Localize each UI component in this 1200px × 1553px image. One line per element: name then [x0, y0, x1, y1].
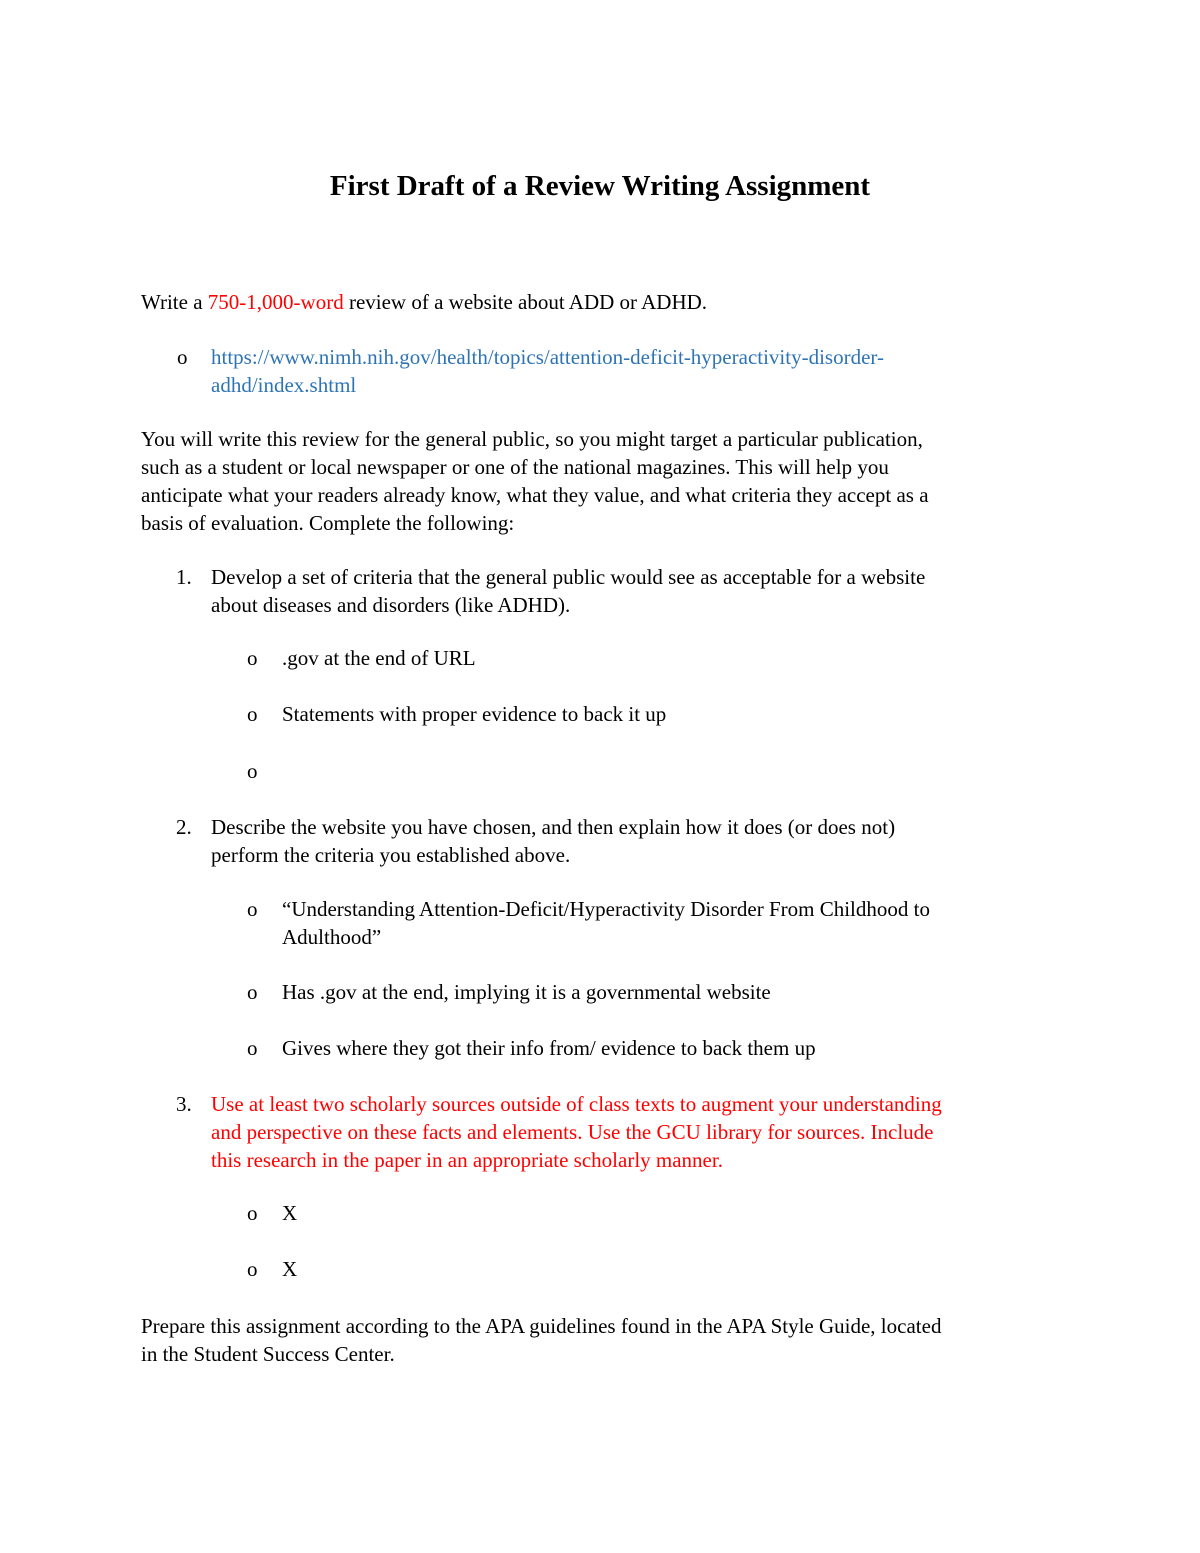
instructions-paragraph: [141, 425, 929, 537]
document-title: First Draft of a Review Writing Assignment: [329, 170, 871, 202]
item-line: perform the criteria you established above.: [211, 843, 571, 867]
paragraph-line: anticipate what your readers already know, what they value, and what criteria they accept as a: [141, 483, 929, 507]
item-number: 1.: [176, 565, 192, 589]
intro-suffix: review of a website about ADD or ADHD.: [343, 290, 708, 314]
website-link-line-2[interactable]: adhd/index.shtml: [211, 373, 357, 397]
item-3-text: [211, 1090, 942, 1174]
bullet-marker: o: [247, 702, 258, 726]
bullet-line: Adulthood”: [282, 925, 382, 949]
website-description-bullet: Has .gov at the end, implying it is a governmental website: [282, 980, 771, 1004]
criteria-bullet: Statements with proper evidence to back it up: [282, 702, 667, 726]
bullet-marker: o: [247, 980, 258, 1004]
paragraph-line: such as a student or local newspaper or one of the national magazines. This will help you: [141, 455, 889, 479]
paragraph-line: basis of evaluation. Complete the following:: [141, 511, 515, 535]
website-link[interactable]: [211, 343, 884, 399]
item-line: this research in the paper in an appropriate scholarly manner.: [211, 1148, 723, 1172]
source-bullet: X: [282, 1201, 298, 1225]
intro-prefix: Write a: [141, 290, 208, 314]
closing-line: in the Student Success Center.: [141, 1342, 395, 1366]
website-description-bullet: Gives where they got their info from/ evidence to back them up: [282, 1036, 816, 1060]
bullet-marker: o: [247, 1036, 258, 1060]
bullet-marker: o: [247, 897, 258, 921]
word-count-highlight: 750-1,000-word: [207, 290, 344, 314]
item-line: about diseases and disorders (like ADHD).: [211, 593, 571, 617]
bullet-marker: o: [247, 759, 258, 783]
closing-paragraph: [141, 1312, 941, 1368]
item-line: Use at least two scholarly sources outside of class texts to augment your understanding: [211, 1092, 942, 1116]
closing-line: Prepare this assignment according to the APA guidelines found in the APA Style Guide, located: [141, 1314, 942, 1338]
item-number: 2.: [176, 815, 192, 839]
item-line: Describe the website you have chosen, and then explain how it does (or does not): [211, 815, 896, 839]
paragraph-line: You will write this review for the general public, so you might target a particular publication,: [141, 427, 923, 451]
bullet-line: “Understanding Attention-Deficit/Hyperactivity Disorder From Childhood to: [282, 897, 930, 921]
item-line: Develop a set of criteria that the general public would see as acceptable for a website: [211, 565, 926, 589]
item-1-text: [211, 563, 925, 619]
bullet-marker: o: [247, 646, 258, 670]
item-number: 3.: [176, 1092, 192, 1116]
intro-line: [141, 288, 707, 316]
website-description-bullet: [282, 895, 930, 951]
item-line: and perspective on these facts and elements. Use the GCU library for sources. Include: [211, 1120, 934, 1144]
bullet-marker: o: [177, 345, 188, 369]
item-2-text: [211, 813, 895, 869]
website-link-line-1[interactable]: https://www.nimh.nih.gov/health/topics/attention-deficit-hyperactivity-disorder-: [211, 345, 884, 369]
bullet-marker: o: [247, 1257, 258, 1281]
source-bullet: X: [282, 1257, 298, 1281]
criteria-bullet: .gov at the end of URL: [282, 646, 476, 670]
bullet-marker: o: [247, 1201, 258, 1225]
